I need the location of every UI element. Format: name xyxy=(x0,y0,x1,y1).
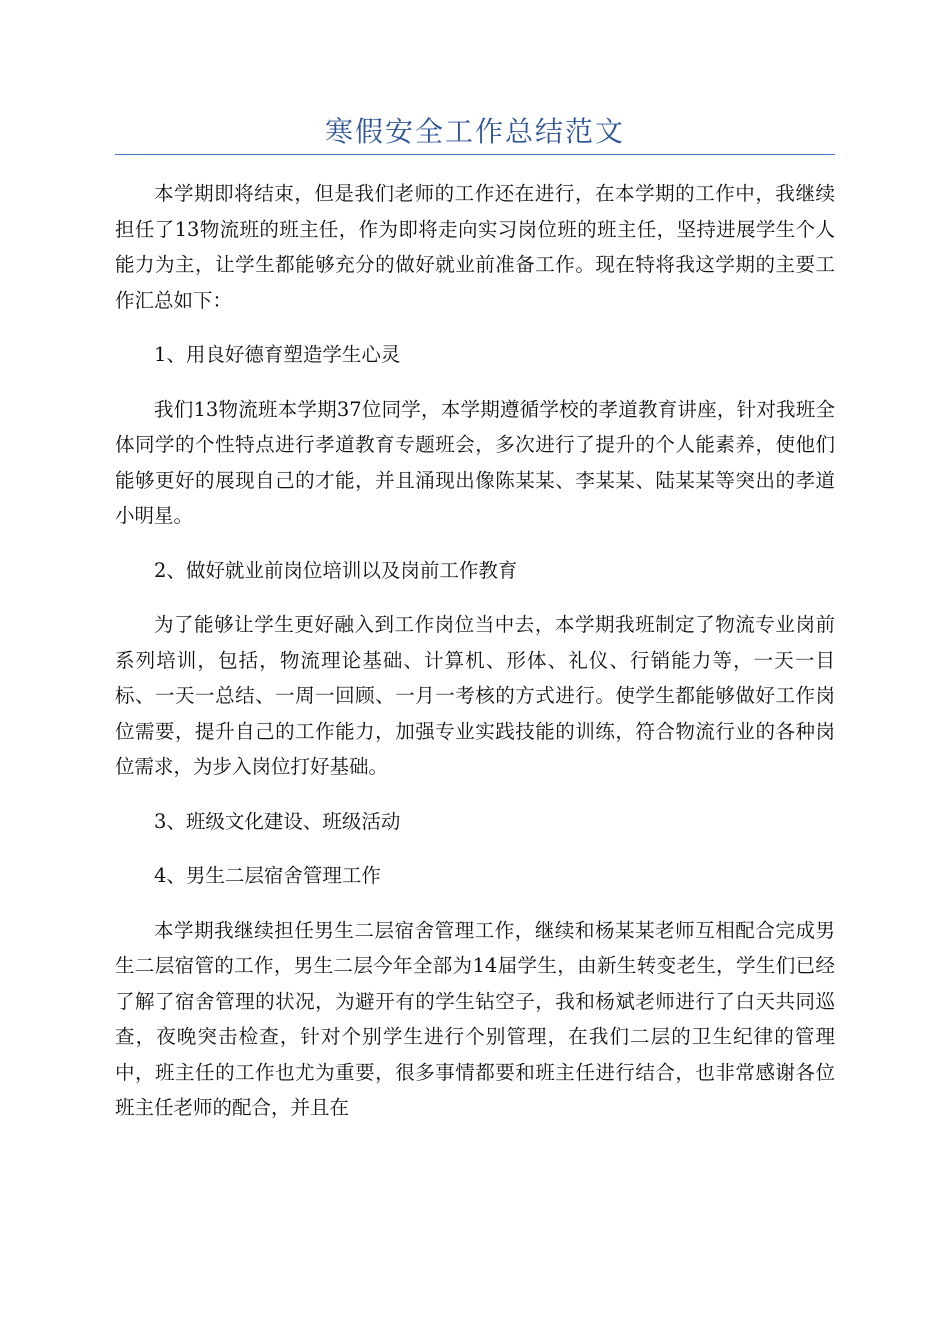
document-body xyxy=(115,176,835,1145)
intro-paragraph: 本学期即将结束，但是我们老师的工作还在进行，在本学期的工作中，我继续担任了13物流班的班主任，作为即将走向实习岗位班的班主任，坚持进展学生个人能力为主，让学生都能够充分的做好就业前准备工作。现在特将我这学期的主要工作汇总如下： xyxy=(115,182,835,312)
section-heading-2: 2、做好就业前岗位培训以及岗前工作教育 xyxy=(154,558,518,582)
section-paragraph-2: 为了能够让学生更好融入到工作岗位当中去，本学期我班制定了物流专业岗前系列培训，包括，物流理论基础、计算机、形体、礼仪、行销能力等，一天一目标、一天一总结、一周一回顾、一月一考核的方式进行。使学生都能够做好工作岗位需要，提升自己的工作能力，加强专业实践技能的训练，符合物流行业的各种岗位需求，为步入岗位打好基础。 xyxy=(115,613,835,778)
section-heading-3: 3、班级文化建设、班级活动 xyxy=(154,809,401,833)
section-paragraph-1: 我们13物流班本学期37位同学，本学期遵循学校的孝道教育讲座，针对我班全体同学的个性特点进行孝道教育专题班会，多次进行了提升的个人能素养，使他们能够更好的展现自己的才能，并且涌现出像陈某某、李某某、陆某某等突出的孝道小明星。 xyxy=(115,397,835,527)
title-underline xyxy=(115,154,835,155)
section-paragraph-4: 本学期我继续担任男生二层宿舍管理工作，继续和杨某某老师互相配合完成男生二层宿管的工作，男生二层今年全部为14届学生，由新生转变老生，学生们已经了解了宿舍管理的状况，为避开有的学生钻空子，我和杨斌老师进行了白天共同巡查，夜晚突击检查，针对个别学生进行个别管理，在我们二层的卫生纪律的管理中，班主任的工作也尤为重要，很多事情都要和班主任进行结合，也非常感谢各位班主任老师的配合，并且在 xyxy=(115,918,835,1119)
document-title: 寒假安全工作总结范文 xyxy=(324,115,625,148)
section-heading-1: 1、用良好德育塑造学生心灵 xyxy=(154,343,401,366)
section-heading-4: 4、男生二层宿舍管理工作 xyxy=(154,864,381,887)
